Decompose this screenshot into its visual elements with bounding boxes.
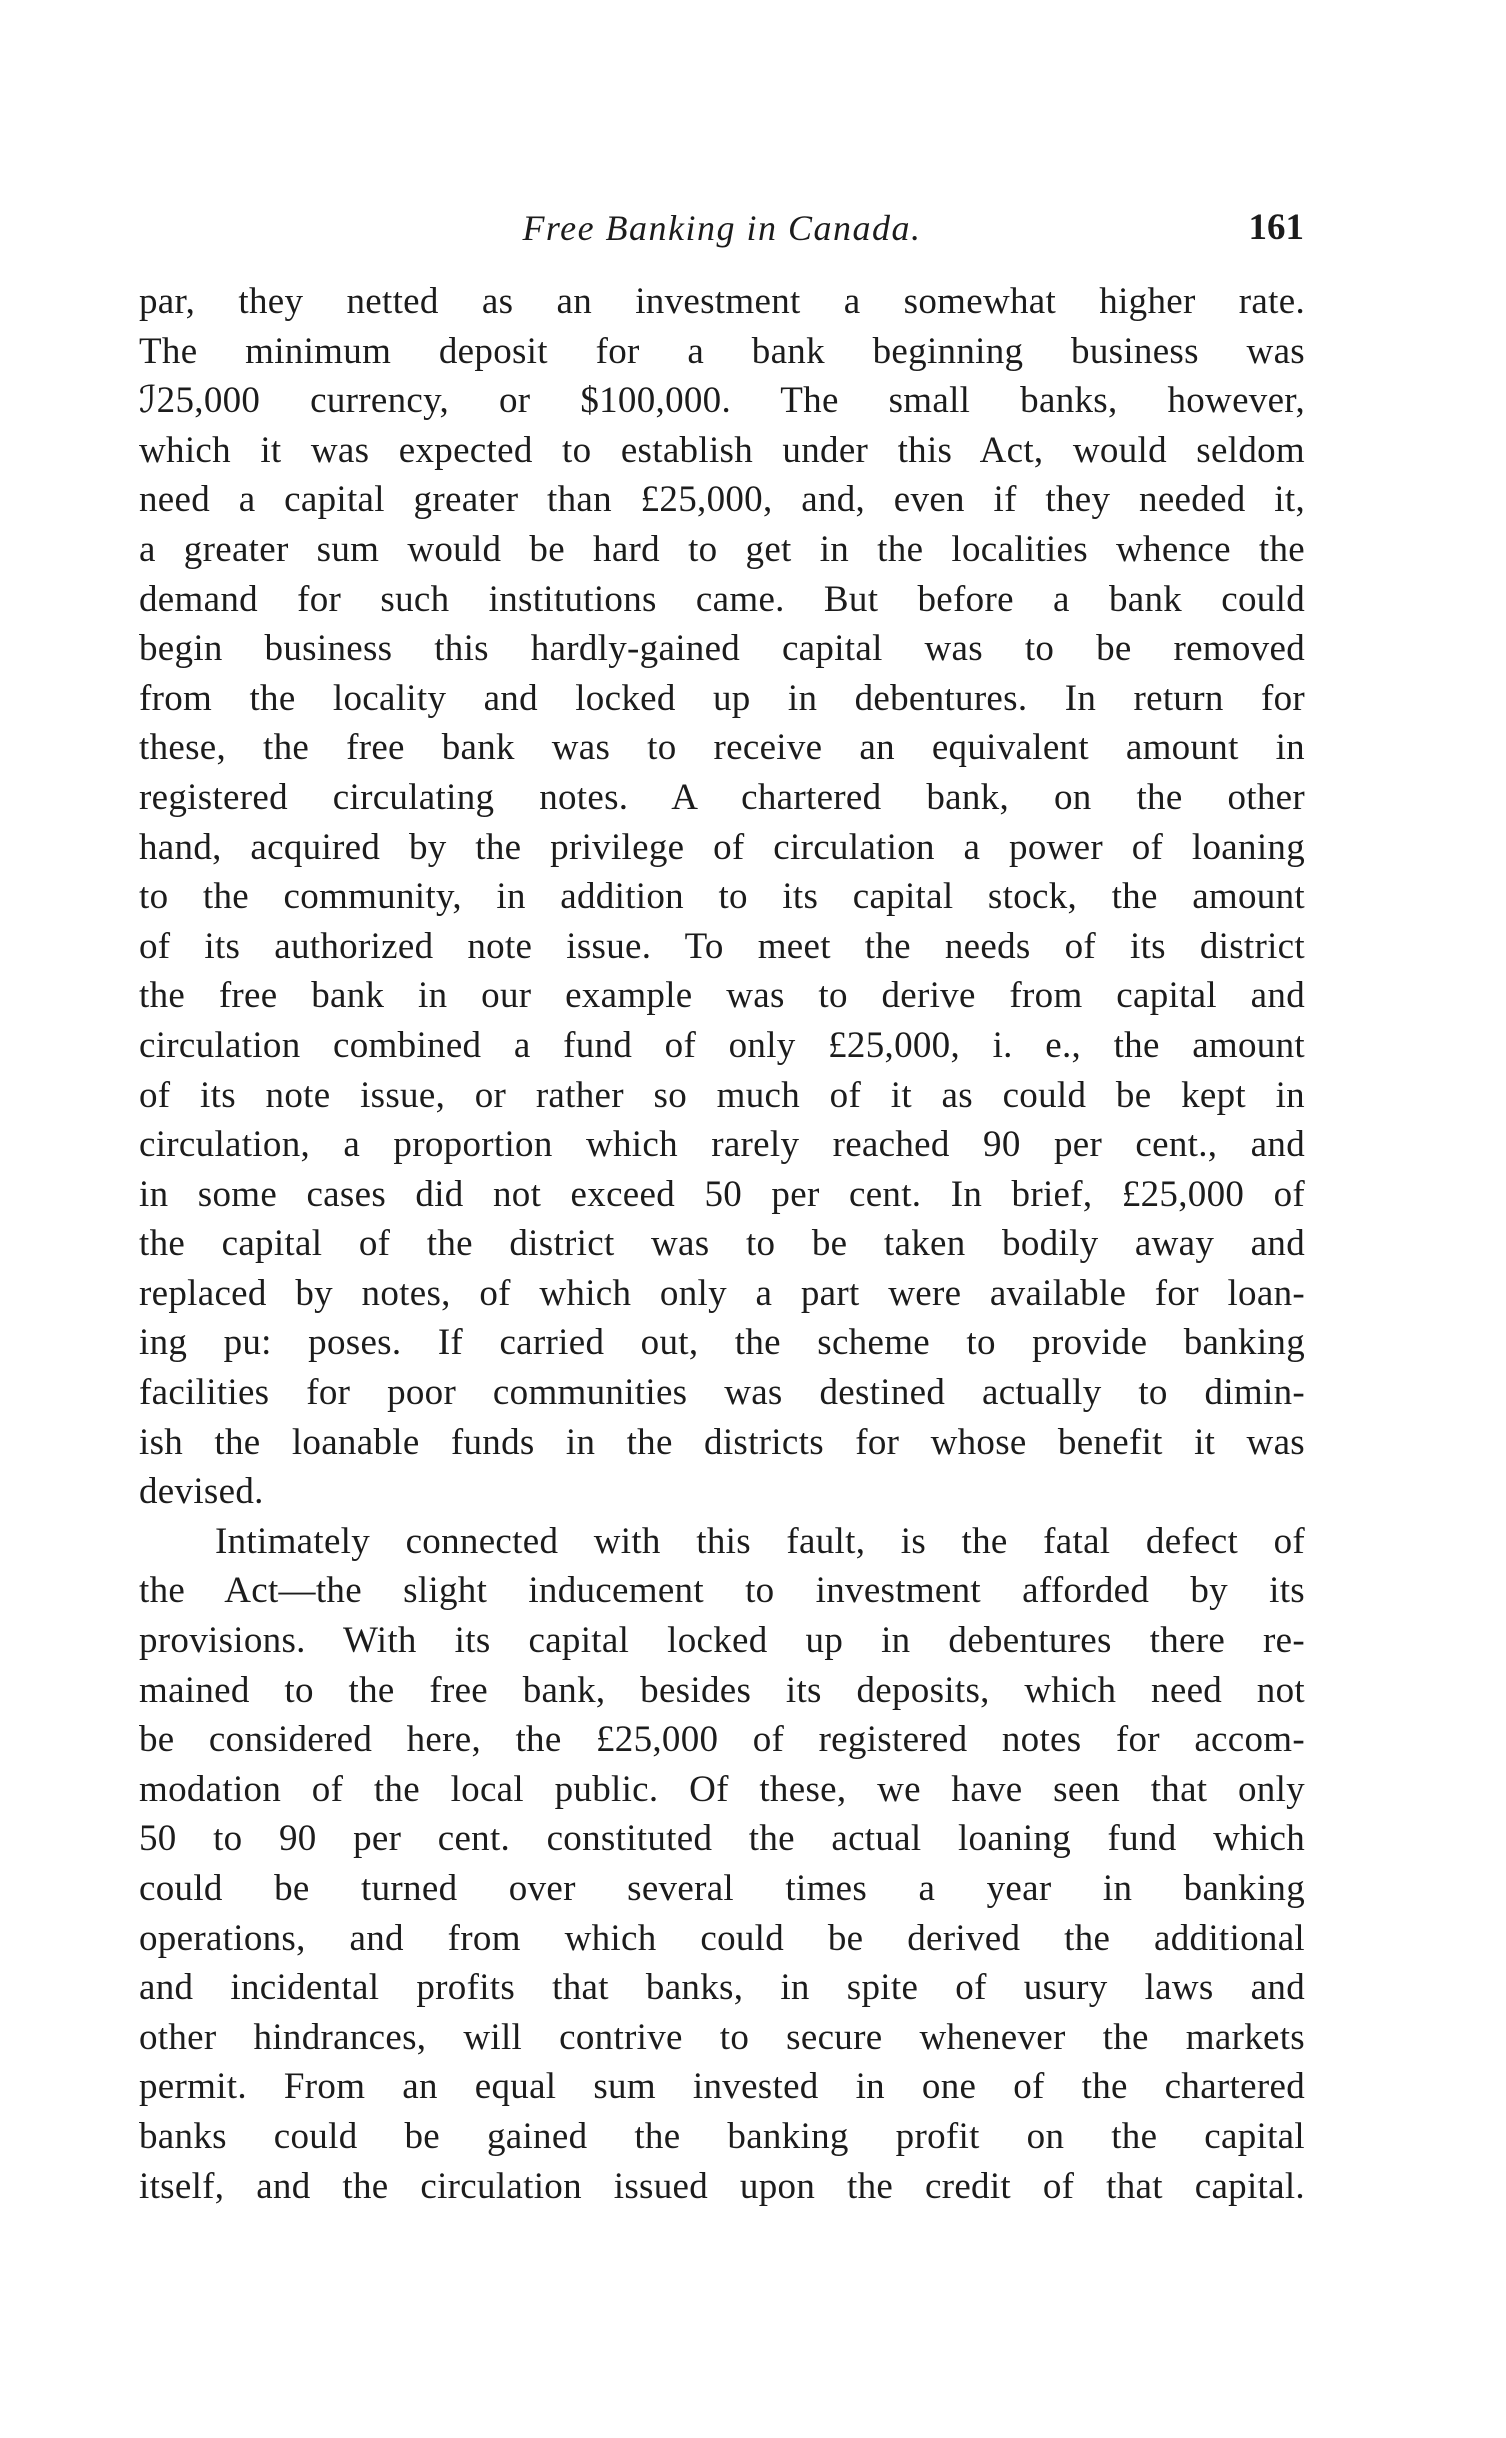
text-line: which it was expected to establish under this Act, would seldom <box>139 429 1305 471</box>
body-text <box>139 277 1305 2211</box>
running-title: Free Banking in Canada. <box>522 208 922 248</box>
text-line: hand, acquired by the privilege of circulation a power of loaning <box>139 826 1305 868</box>
text-line: to the community, in addition to its capital stock, the amount <box>139 876 1305 918</box>
text-line: could be turned over several times a year in banking <box>139 1868 1305 1909</box>
text-line: ing pu: poses. If carried out, the scheme to provide banking <box>139 1322 1305 1364</box>
text-line: itself, and the circulation issued upon the credit of that capital. <box>139 2165 1305 2207</box>
running-head <box>140 203 1304 253</box>
text-line: begin business this hardly-gained capital was to be removed <box>139 628 1305 670</box>
text-line: mained to the free bank, besides its deposits, which need not <box>139 1669 1305 1711</box>
text-line: of its authorized note issue. To meet the needs of its district <box>139 925 1305 967</box>
text-line: modation of the local public. Of these, we have seen that only <box>139 1768 1305 1810</box>
text-line: demand for such institutions came. But before a bank could <box>139 578 1305 620</box>
text-line: the capital of the district was to be taken bodily away and <box>139 1223 1305 1265</box>
text-line: the Act—the slight inducement to investment afforded by its <box>139 1570 1305 1612</box>
text-line: from the locality and locked up in debentures. In return for <box>139 677 1305 719</box>
text-line: circulation, a proportion which rarely reached 90 per cent., and <box>139 1124 1305 1166</box>
text-line: ish the loanable funds in the districts for whose benefit it was <box>139 1421 1305 1463</box>
text-line: replaced by notes, of which only a part were available for loan- <box>139 1272 1305 1314</box>
text-line: be considered here, the £25,000 of registered notes for accom- <box>139 1719 1305 1761</box>
text-line: ℐ25,000 currency, or $100,000. The small banks, however, <box>139 380 1305 422</box>
text-line: 50 to 90 per cent. constituted the actual loaning fund which <box>139 1818 1305 1860</box>
text-line: and incidental profits that banks, in spite of usury laws and <box>139 1967 1305 2009</box>
text-line: facilities for poor communities was destined actually to dimin- <box>139 1372 1305 1414</box>
text-line: The minimum deposit for a bank beginning business was <box>139 330 1305 372</box>
text-line: the free bank in our example was to derive from capital and <box>139 975 1305 1017</box>
text-line: in some cases did not exceed 50 per cent. In brief, £25,000 of <box>139 1173 1305 1215</box>
page-number: 161 <box>1248 207 1304 248</box>
text-line: permit. From an equal sum invested in one of the chartered <box>139 2066 1305 2108</box>
text-line: Intimately connected with this fault, is the fatal defect of <box>215 1520 1305 1562</box>
text-line: a greater sum would be hard to get in the localities whence the <box>139 528 1305 570</box>
text-line: circulation combined a fund of only £25,000, i. e., the amount <box>139 1024 1305 1066</box>
text-line: of its note issue, or rather so much of it as could be kept in <box>139 1074 1305 1116</box>
text-line: banks could be gained the banking profit on the capital <box>139 2115 1305 2157</box>
text-line: registered circulating notes. A chartered bank, on the other <box>139 776 1305 818</box>
text-line: par, they netted as an investment a somewhat higher rate. <box>139 281 1305 322</box>
text-line: need a capital greater than £25,000, and, even if they needed it, <box>139 479 1305 521</box>
text-line: other hindrances, will contrive to secure whenever the markets <box>139 2016 1305 2058</box>
text-line: provisions. With its capital locked up in debentures there re- <box>139 1620 1305 1662</box>
text-line: operations, and from which could be derived the additional <box>139 1917 1305 1959</box>
text-line: these, the free bank was to receive an equivalent amount in <box>139 727 1305 769</box>
text-line: devised. <box>139 1471 264 1513</box>
